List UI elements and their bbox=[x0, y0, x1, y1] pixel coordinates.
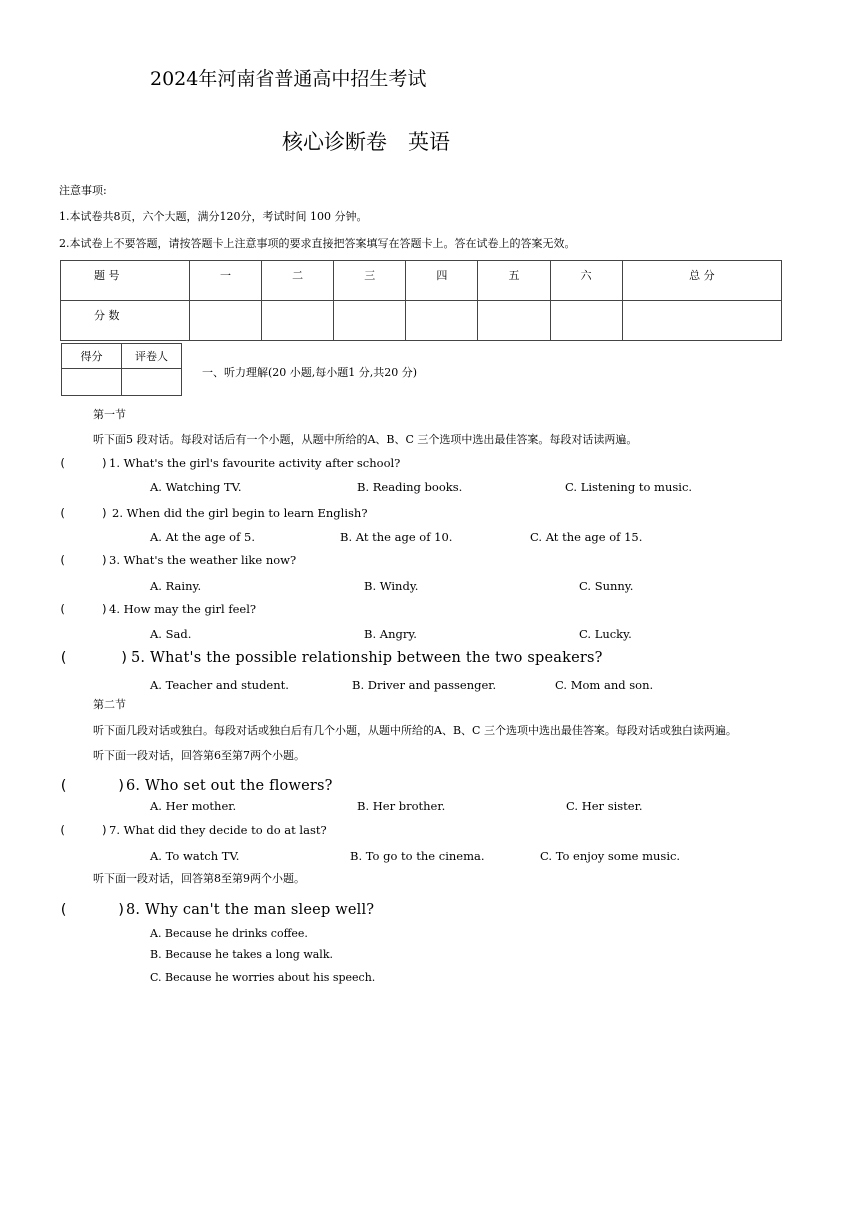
answer-paren-open: ( bbox=[59, 650, 68, 666]
option: C. Sunny. bbox=[579, 579, 634, 593]
answer-paren-open: ( bbox=[59, 902, 68, 918]
score-table-score-row bbox=[61, 301, 782, 341]
option: C. Her sister. bbox=[566, 799, 643, 813]
option: A. At the age of 5. bbox=[150, 530, 255, 544]
notice-item: 1.本试卷共8页，六个大题，满分120分，考试时间 100 分钟。 bbox=[59, 210, 368, 223]
question-stem: 3. What's the weather like now? bbox=[109, 553, 297, 567]
answer-paren-open: ( bbox=[59, 456, 66, 470]
question-stem: 6. Who set out the flowers? bbox=[126, 778, 333, 794]
option: A. Teacher and student. bbox=[150, 678, 289, 692]
option: A. Rainy. bbox=[150, 579, 202, 593]
part-heading: 第二节 bbox=[93, 698, 126, 711]
question-stem: 4. How may the girl feel? bbox=[109, 602, 257, 616]
answer-paren-close: ) bbox=[117, 778, 126, 794]
option: C. Lucky. bbox=[579, 627, 632, 641]
answer-paren-open: ( bbox=[59, 553, 66, 567]
table-cell: 四 bbox=[406, 261, 478, 301]
notice-item: 2.本试卷上不要答题，请按答题卡上注意事项的要求直接把答案填写在答题卡上。答在试卷上的答案无效。 bbox=[59, 237, 576, 250]
part-heading: 第一节 bbox=[93, 408, 126, 421]
table-cell: 二 bbox=[262, 261, 334, 301]
option: A. Her mother. bbox=[150, 799, 237, 813]
paper-title: 核心诊断卷 英语 bbox=[282, 130, 450, 154]
question-stem: 5. What's the possible relationship between the two speakers? bbox=[131, 650, 603, 666]
dialogue-prompt: 听下面一段对话，回答第6至第7两个小题。 bbox=[93, 749, 305, 762]
answer-paren-open: ( bbox=[59, 602, 66, 616]
score-table bbox=[60, 260, 782, 341]
option: B. Her brother. bbox=[357, 799, 446, 813]
option: B. Driver and passenger. bbox=[352, 678, 497, 692]
option: C. To enjoy some music. bbox=[540, 849, 681, 863]
answer-paren-close: ) bbox=[101, 506, 108, 520]
question-stem: 1. What's the girl's favourite activity after school? bbox=[109, 456, 401, 470]
grader-blank-row bbox=[62, 369, 182, 396]
table-cell: 三 bbox=[334, 261, 406, 301]
score-cell bbox=[550, 301, 622, 341]
answer-paren-close: ) bbox=[101, 823, 108, 837]
score-cell bbox=[406, 301, 478, 341]
part-instruction: 听下面5 段对话。每段对话后有一个小题，从题中所给的A、B、C 三个选项中选出最佳答案。每段对话读两遍。 bbox=[93, 433, 638, 446]
answer-paren-open: ( bbox=[59, 823, 66, 837]
table-cell: 一 bbox=[190, 261, 262, 301]
option: C. At the age of 15. bbox=[530, 530, 643, 544]
option: B. Because he takes a long walk. bbox=[150, 948, 333, 961]
answer-paren-close: ) bbox=[117, 902, 126, 918]
option: C. Listening to music. bbox=[565, 480, 693, 494]
score-cell bbox=[334, 301, 406, 341]
question-stem: 2. When did the girl begin to learn English? bbox=[112, 506, 368, 520]
notice-heading: 注意事项: bbox=[59, 184, 107, 197]
grader-name-label: 评卷人 bbox=[122, 344, 182, 369]
answer-paren-close: ) bbox=[120, 650, 129, 666]
answer-paren-open: ( bbox=[59, 778, 68, 794]
option: B. At the age of 10. bbox=[340, 530, 453, 544]
table-cell: 总 分 bbox=[622, 261, 781, 301]
question-stem: 8. Why can't the man sleep well? bbox=[126, 902, 375, 918]
dialogue-prompt: 听下面一段对话，回答第8至第9两个小题。 bbox=[93, 872, 305, 885]
score-cell bbox=[622, 301, 781, 341]
option: A. Sad. bbox=[150, 627, 192, 641]
answer-paren-close: ) bbox=[101, 553, 108, 567]
grader-score-cell bbox=[62, 369, 122, 396]
table-cell: 六 bbox=[550, 261, 622, 301]
score-table-header-row bbox=[61, 261, 782, 301]
table-cell: 题 号 bbox=[61, 261, 190, 301]
option: A. Because he drinks coffee. bbox=[150, 927, 308, 940]
option: A. To watch TV. bbox=[150, 849, 240, 863]
table-cell: 分 数 bbox=[61, 301, 190, 341]
option: C. Mom and son. bbox=[555, 678, 654, 692]
answer-paren-close: ) bbox=[101, 456, 108, 470]
option: B. Windy. bbox=[364, 579, 419, 593]
section-title: 一、听力理解(20 小题,每小题1 分,共20 分) bbox=[202, 366, 418, 379]
option: B. Reading books. bbox=[357, 480, 463, 494]
grader-header-row bbox=[62, 344, 182, 369]
answer-paren-open: ( bbox=[59, 506, 66, 520]
score-cell bbox=[478, 301, 550, 341]
exam-title: 2024年河南省普通高中招生考试 bbox=[150, 68, 427, 90]
option: A. Watching TV. bbox=[150, 480, 242, 494]
question-stem: 7. What did they decide to do at last? bbox=[109, 823, 327, 837]
grader-score-label: 得分 bbox=[62, 344, 122, 369]
grader-name-cell bbox=[122, 369, 182, 396]
option: C. Because he worries about his speech. bbox=[150, 971, 376, 984]
score-cell bbox=[190, 301, 262, 341]
part-instruction: 听下面几段对话或独白。每段对话或独白后有几个小题，从题中所给的A、B、C 三个选项中选出最佳答案。每段对话或独白读两遍。 bbox=[93, 724, 737, 737]
option: B. Angry. bbox=[364, 627, 417, 641]
option: B. To go to the cinema. bbox=[350, 849, 485, 863]
answer-paren-close: ) bbox=[101, 602, 108, 616]
score-cell bbox=[262, 301, 334, 341]
table-cell: 五 bbox=[478, 261, 550, 301]
grader-box bbox=[61, 343, 182, 396]
